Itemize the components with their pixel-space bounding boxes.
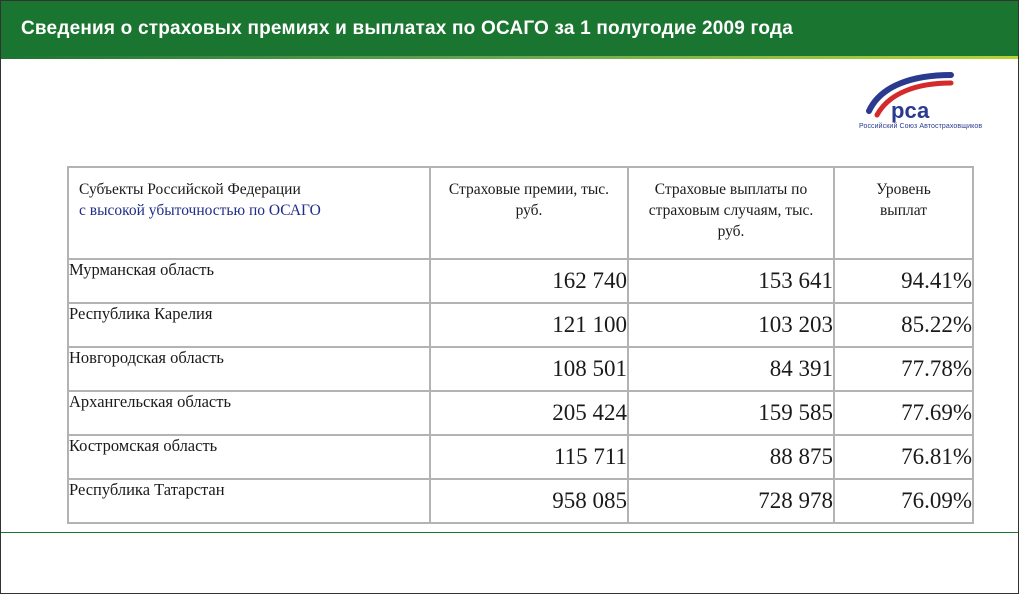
rsa-logo-letters: рса (891, 98, 930, 123)
rsa-logo-mark (859, 71, 999, 123)
header-level (834, 167, 973, 259)
header-level-label: Уровень выплат (876, 181, 931, 219)
cell-level: 76.09% (834, 479, 973, 523)
table-row (68, 435, 973, 479)
header-premiums (430, 167, 628, 259)
cell-level: 76.81% (834, 435, 973, 479)
table-row (68, 391, 973, 435)
header-payments-label: Страховые выплаты по страховым случаям, тыс. руб. (648, 181, 814, 240)
slide-title: Сведения о страховых премиях и выплатах по ОСАГО за 1 полугодие 2009 года (21, 18, 793, 39)
cell-level: 77.69% (834, 391, 973, 435)
cell-premiums: 958 085 (430, 479, 628, 523)
cell-region: Республика Татарстан (68, 479, 430, 523)
cell-payments: 103 203 (628, 303, 834, 347)
title-bar (1, 1, 1018, 56)
cell-premiums: 115 711 (430, 435, 628, 479)
title-underline (1, 56, 1018, 59)
cell-level: 77.78% (834, 347, 973, 391)
cell-level: 85.22% (834, 303, 973, 347)
rsa-logo-caption: Российский Союз Автостраховщиков (859, 123, 983, 130)
cell-payments: 728 978 (628, 479, 834, 523)
cell-region: Костромская область (68, 435, 430, 479)
cell-payments: 88 875 (628, 435, 834, 479)
table-row (68, 479, 973, 523)
table-row (68, 259, 973, 303)
table-row (68, 347, 973, 391)
header-region (68, 167, 430, 259)
header-payments (628, 167, 834, 259)
cell-premiums: 162 740 (430, 259, 628, 303)
cell-payments: 84 391 (628, 347, 834, 391)
cell-premiums: 121 100 (430, 303, 628, 347)
cell-payments: 153 641 (628, 259, 834, 303)
footer-divider (1, 532, 1018, 533)
cell-level: 94.41% (834, 259, 973, 303)
header-premiums-label: Страховые премии, тыс. руб. (448, 181, 610, 219)
rsa-logo (859, 71, 999, 136)
osago-table (67, 166, 974, 524)
header-region-line2: с высокой убыточностью по ОСАГО (79, 202, 321, 219)
cell-region: Мурманская область (68, 259, 430, 303)
cell-premiums: 108 501 (430, 347, 628, 391)
cell-payments: 159 585 (628, 391, 834, 435)
cell-premiums: 205 424 (430, 391, 628, 435)
cell-region: Республика Карелия (68, 303, 430, 347)
table-row (68, 303, 973, 347)
cell-region: Архангельская область (68, 391, 430, 435)
header-region-line1: Субъекты Российской Федерации (79, 181, 301, 198)
table-header-row (68, 167, 973, 259)
cell-region: Новгородская область (68, 347, 430, 391)
